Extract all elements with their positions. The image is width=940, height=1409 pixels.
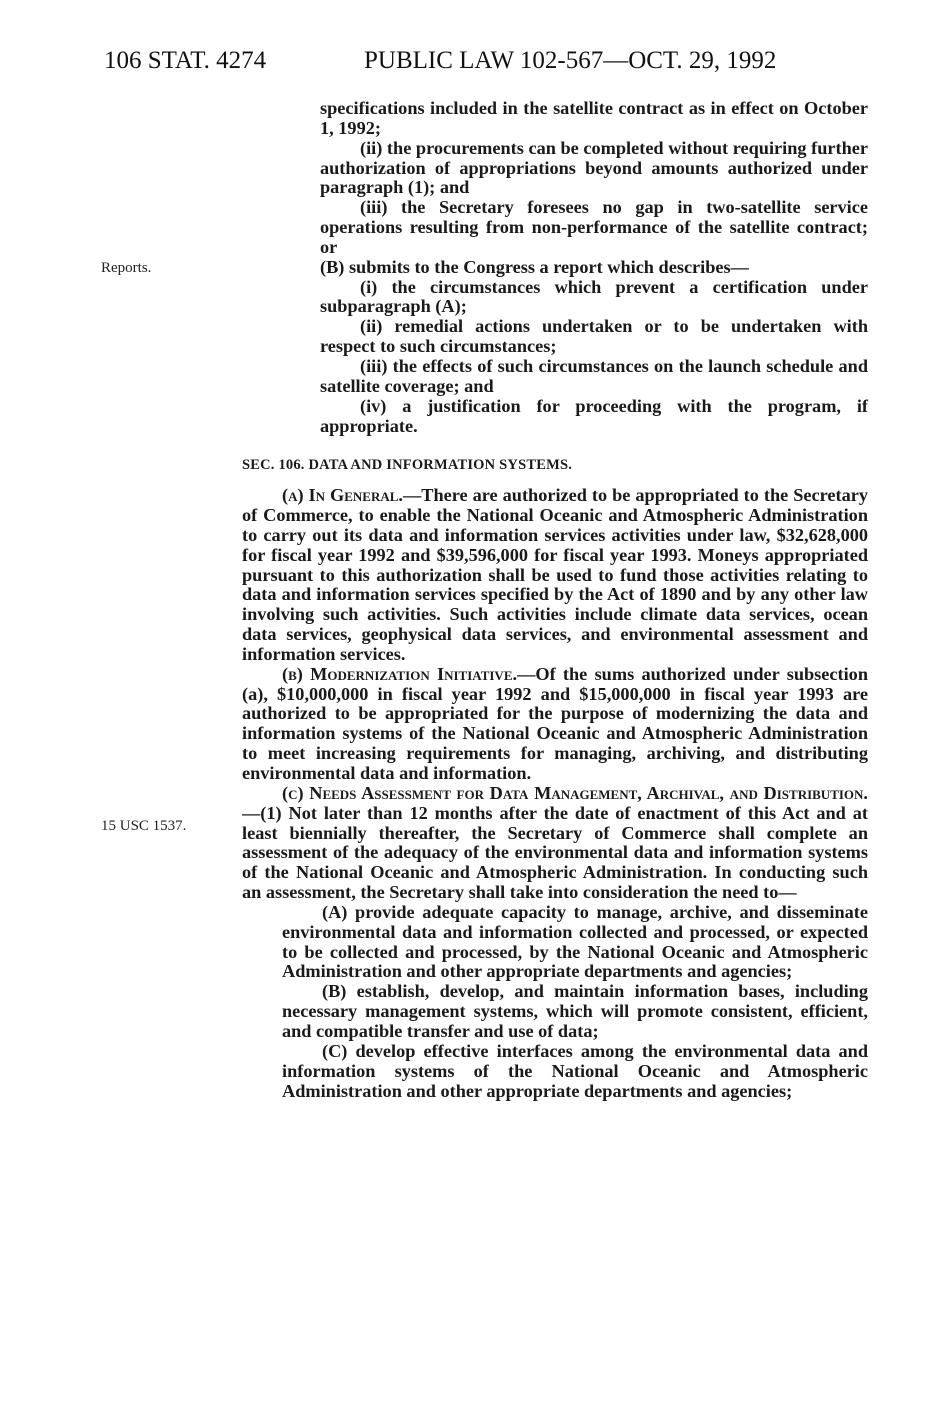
subsection-b-text: —Of the sums authorized under subsection (a), $10,000,000 in fiscal year 1992 and $15,000,000 in fiscal year 1993 are authorized to be appropriated for the purpose of modernizing the data and information systems of the National Oceanic and Atmospheric Administration to meet increasing requirements for managing, archiving, and distributing environmental data and information. [242, 663, 868, 783]
clause-ii: (ii) the procurements can be completed without requiring further authorization of appropriations beyond amounts authorized under paragraph (1); and [320, 137, 868, 198]
clause-b-iii: (iii) the effects of such circumstances on the launch schedule and satellite coverage; and [320, 355, 868, 396]
clause-b-i: (i) the circumstances which prevent a certification under subparagraph (A); [320, 276, 868, 317]
item-c-b: (B) establish, develop, and maintain information bases, including necessary management systems, which will promote consistent, efficient, and compatible transfer and use of data; [282, 981, 868, 1041]
margin-note-usc: 15 USC 1537. [101, 818, 187, 834]
paragraph-continuation: specifications included in the satellite contract as in effect on October 1, 1992; [320, 98, 868, 138]
subsection-b-label: (b) Modernization Initiative. [282, 663, 518, 684]
item-c-a: (A) provide adequate capacity to manage, archive, and disseminate environmental data and information collected and processed, or expected to be collected and processed, by the National Oceanic and Atmospheric Administration and other appropriate departments and agencies; [282, 901, 868, 982]
subsection-a-text: —There are authorized to be appropriated to the Secretary of Commerce, to enable the National Oceanic and Atmospheric Administration to carry out its data and information services activities under law, $32,628,000 for fiscal year 1992 and $39,596,000 for fiscal year 1993. Moneys appropriated pursuant to this authorization shall be used to fund those activities relating to data and information services specified by the Act of 1890 and by any other law involving such activities. Such activities include climate data services, ocean data services, geophysical data services, and environmental assessment and information services. [242, 485, 868, 664]
law-reference: PUBLIC LAW 102-567—OCT. 29, 1992 [364, 47, 777, 74]
subsection-c-text: —(1) Not later than 12 months after the date of enactment of this Act and at least biennially thereafter, the Secretary of Commerce shall complete an assessment of the adequacy of the environmental data and information systems of the National Oceanic and Atmospheric Administration. In conducting such an assessment, the Secretary shall take into consideration the need to— [242, 802, 868, 903]
clause-b-iv: (iv) a justification for proceeding with the program, if appropriate. [320, 395, 868, 436]
subsection-b [242, 665, 868, 784]
subsection-a-label: (a) In General. [282, 485, 403, 506]
subsection-c-label: (c) Needs Assessment for Data Management, Archival, and Distribution. [282, 782, 868, 803]
subparagraph-b: (B) submits to the Congress a report which describes— [320, 256, 749, 277]
clause-b-ii: (ii) remedial actions undertaken or to be undertaken with respect to such circumstances; [320, 316, 868, 357]
item-c-c: (C) develop effective interfaces among the environmental data and information systems of the National Oceanic and Atmospheric Administration and other appropriate departments and agencies; [282, 1040, 868, 1101]
section-heading: SEC. 106. DATA AND INFORMATION SYSTEMS. [242, 457, 573, 474]
subsection-c [242, 784, 868, 903]
body-text [242, 99, 868, 1101]
subsection-a [242, 486, 868, 665]
margin-note-reports: Reports. [101, 260, 152, 276]
clause-iii: (iii) the Secretary foresees no gap in two-satellite service operations resulting from non-performance of the satellite contract; or [320, 197, 868, 257]
stat-reference: 106 STAT. 4274 [104, 47, 267, 74]
